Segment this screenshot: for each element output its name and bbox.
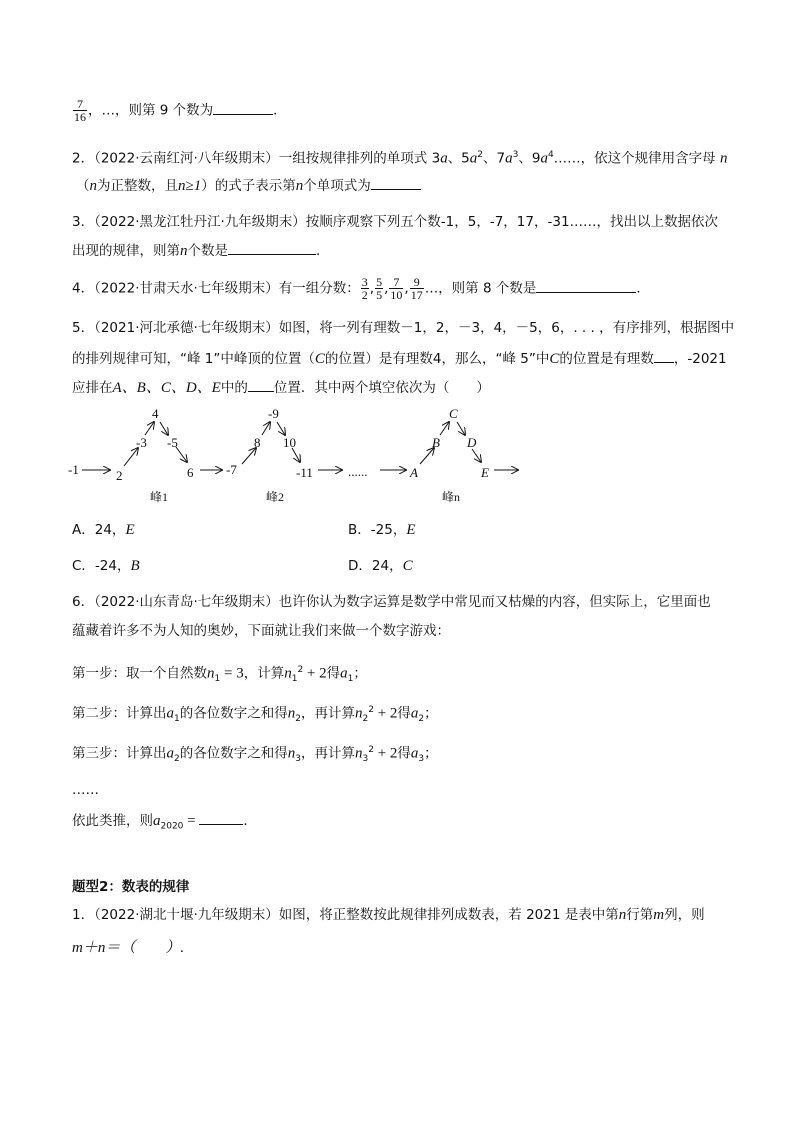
fig-n7: -7 — [226, 462, 237, 477]
fraction-7-16: $\frac{7}{16}$ — [74, 97, 86, 124]
fig-dots: ...... — [348, 464, 368, 479]
fraction: $\frac{9}{17}$ — [410, 275, 423, 302]
peak-diagram — [66, 400, 536, 510]
fig-E: E — [481, 465, 489, 480]
fig-peak1: 峰1 — [150, 490, 169, 504]
q2-line1: 2．（2022·云南红河·八年级期末）一组按规律排列的单项式 3a、$5a^2$、$7a^3$、$9a^4\dots\dots$，依这个规律用含字母 n — [72, 150, 728, 167]
fig-A: A — [410, 465, 418, 480]
arrow — [242, 448, 256, 464]
arrow — [145, 422, 154, 435]
arrow — [292, 448, 300, 462]
fig-n2: 2 — [116, 468, 123, 483]
arrow — [176, 447, 187, 462]
fig-n6: 6 — [187, 465, 194, 480]
q6-step1: 第一步：取一个自然数$n_1 = 3$，计算$n_1^2 + 2$得$a_1$； — [72, 665, 367, 685]
fig-n5: -5 — [167, 435, 178, 450]
fraction: $\frac{7}{10}$ — [390, 275, 403, 302]
fig-C: C — [449, 406, 458, 421]
fig-n8: 8 — [254, 435, 261, 450]
q3-line2: 出现的规律，则第n个数是 ． — [72, 240, 330, 261]
q6-line2: 蕴藏着许多不为人知的奥妙，下面就让我们来做一个数字游戏： — [72, 623, 450, 639]
s2-q1-line2: m＋n＝（ ）. — [72, 940, 185, 956]
q5-line1: 5．（2021·河北承德·七年级期末）如图，将一列有理数－1，2，－3，4，－5，6，. . . ，有序排列，根据图中 — [72, 320, 735, 336]
option-d[interactable]: D．24，C — [348, 558, 413, 574]
answer-blank — [213, 100, 273, 115]
arrow — [160, 422, 168, 435]
q6-step2: 第二步：计算出$a_1$的各位数字之和得$n_2$，再计算$n_2^2 + 2$得$a_2$； — [72, 705, 438, 725]
fig-D: D — [467, 435, 477, 450]
arrow — [420, 448, 434, 464]
fig-n9: -9 — [268, 406, 279, 421]
section-title: 题型2：数表的规律 — [72, 879, 190, 895]
arrow — [277, 422, 285, 435]
answer-blank — [536, 278, 636, 293]
option-a[interactable]: A．24，E — [72, 522, 135, 538]
answer-blank — [228, 240, 316, 255]
fig-peakn: 峰n — [442, 490, 461, 504]
q3-line1: 3．（2022·黑龙江牡丹江·九年级期末）按顺序观察下列五个数-1，5，-7，17，-31……，找出以上数据依次 — [72, 214, 719, 230]
q0-line: $\frac{7}{16}$ ，…，则第 9 个数为 ． — [74, 97, 287, 124]
fig-peak2: 峰2 — [266, 490, 285, 504]
arrow — [124, 448, 138, 466]
option-c[interactable]: C．-24，B — [72, 558, 140, 574]
q2-line2: （n为正整数，且n≥1）的式子表示第n个单项式为 — [76, 175, 421, 196]
fig-n4: 4 — [152, 406, 159, 421]
fraction: $\frac{5}{5}$ — [376, 275, 383, 302]
answer-blank — [248, 377, 274, 392]
fig-start: -1 — [68, 462, 79, 477]
s2-q1-line1: 1．（2022·湖北十堰·九年级期末）如图，将正整数按此规律排列成数表，若 2021 是表中第n行第m列，则 — [72, 907, 705, 923]
fig-n10: 10 — [283, 435, 296, 450]
q6-last: 依此类推，则$a_{2020}$ = ． — [72, 810, 257, 837]
fig-n3: -3 — [136, 435, 147, 450]
q6-dots: …… — [72, 782, 99, 798]
answer-blank — [654, 348, 674, 363]
fig-n11: -11 — [296, 465, 313, 480]
q6-step3: 第三步：计算出$a_2$的各位数字之和得$n_3$，再计算$n_3^2 + 2$得$a_3$； — [72, 745, 438, 765]
q4-line: 4．（2022·甘肃天水·七年级期末）有一组分数： $\frac{3}{2}$ , $\frac{5}{5}$ , $\frac{7}{10}$ , $\frac{9}{17}$ …，则第 8 个数是 ． — [72, 275, 650, 302]
fraction: $\frac{3}{2}$ — [361, 275, 368, 302]
arrow — [262, 422, 270, 435]
arrow — [457, 422, 465, 435]
arrow — [440, 422, 449, 435]
fig-B: B — [432, 435, 440, 450]
q6-line1: 6．（2022·山东青岛·七年级期末）也许你认为数字运算是数学中常见而又枯燥的内容，但实际上，它里面也 — [72, 594, 711, 610]
answer-blank — [199, 810, 243, 825]
q5-line3: 应排在A、B、C、D、E中的 位置．其中两个填空依次为（ ） — [72, 377, 490, 398]
option-b[interactable]: B．-25，E — [348, 522, 416, 538]
arrow — [472, 449, 481, 462]
answer-blank — [371, 175, 421, 190]
q5-line2: 的排列规律可知，“峰 1”中峰顶的位置（C的位置）是有理数4，那么，“峰 5”中C的位置是有理数 ，-2021 — [72, 348, 727, 369]
